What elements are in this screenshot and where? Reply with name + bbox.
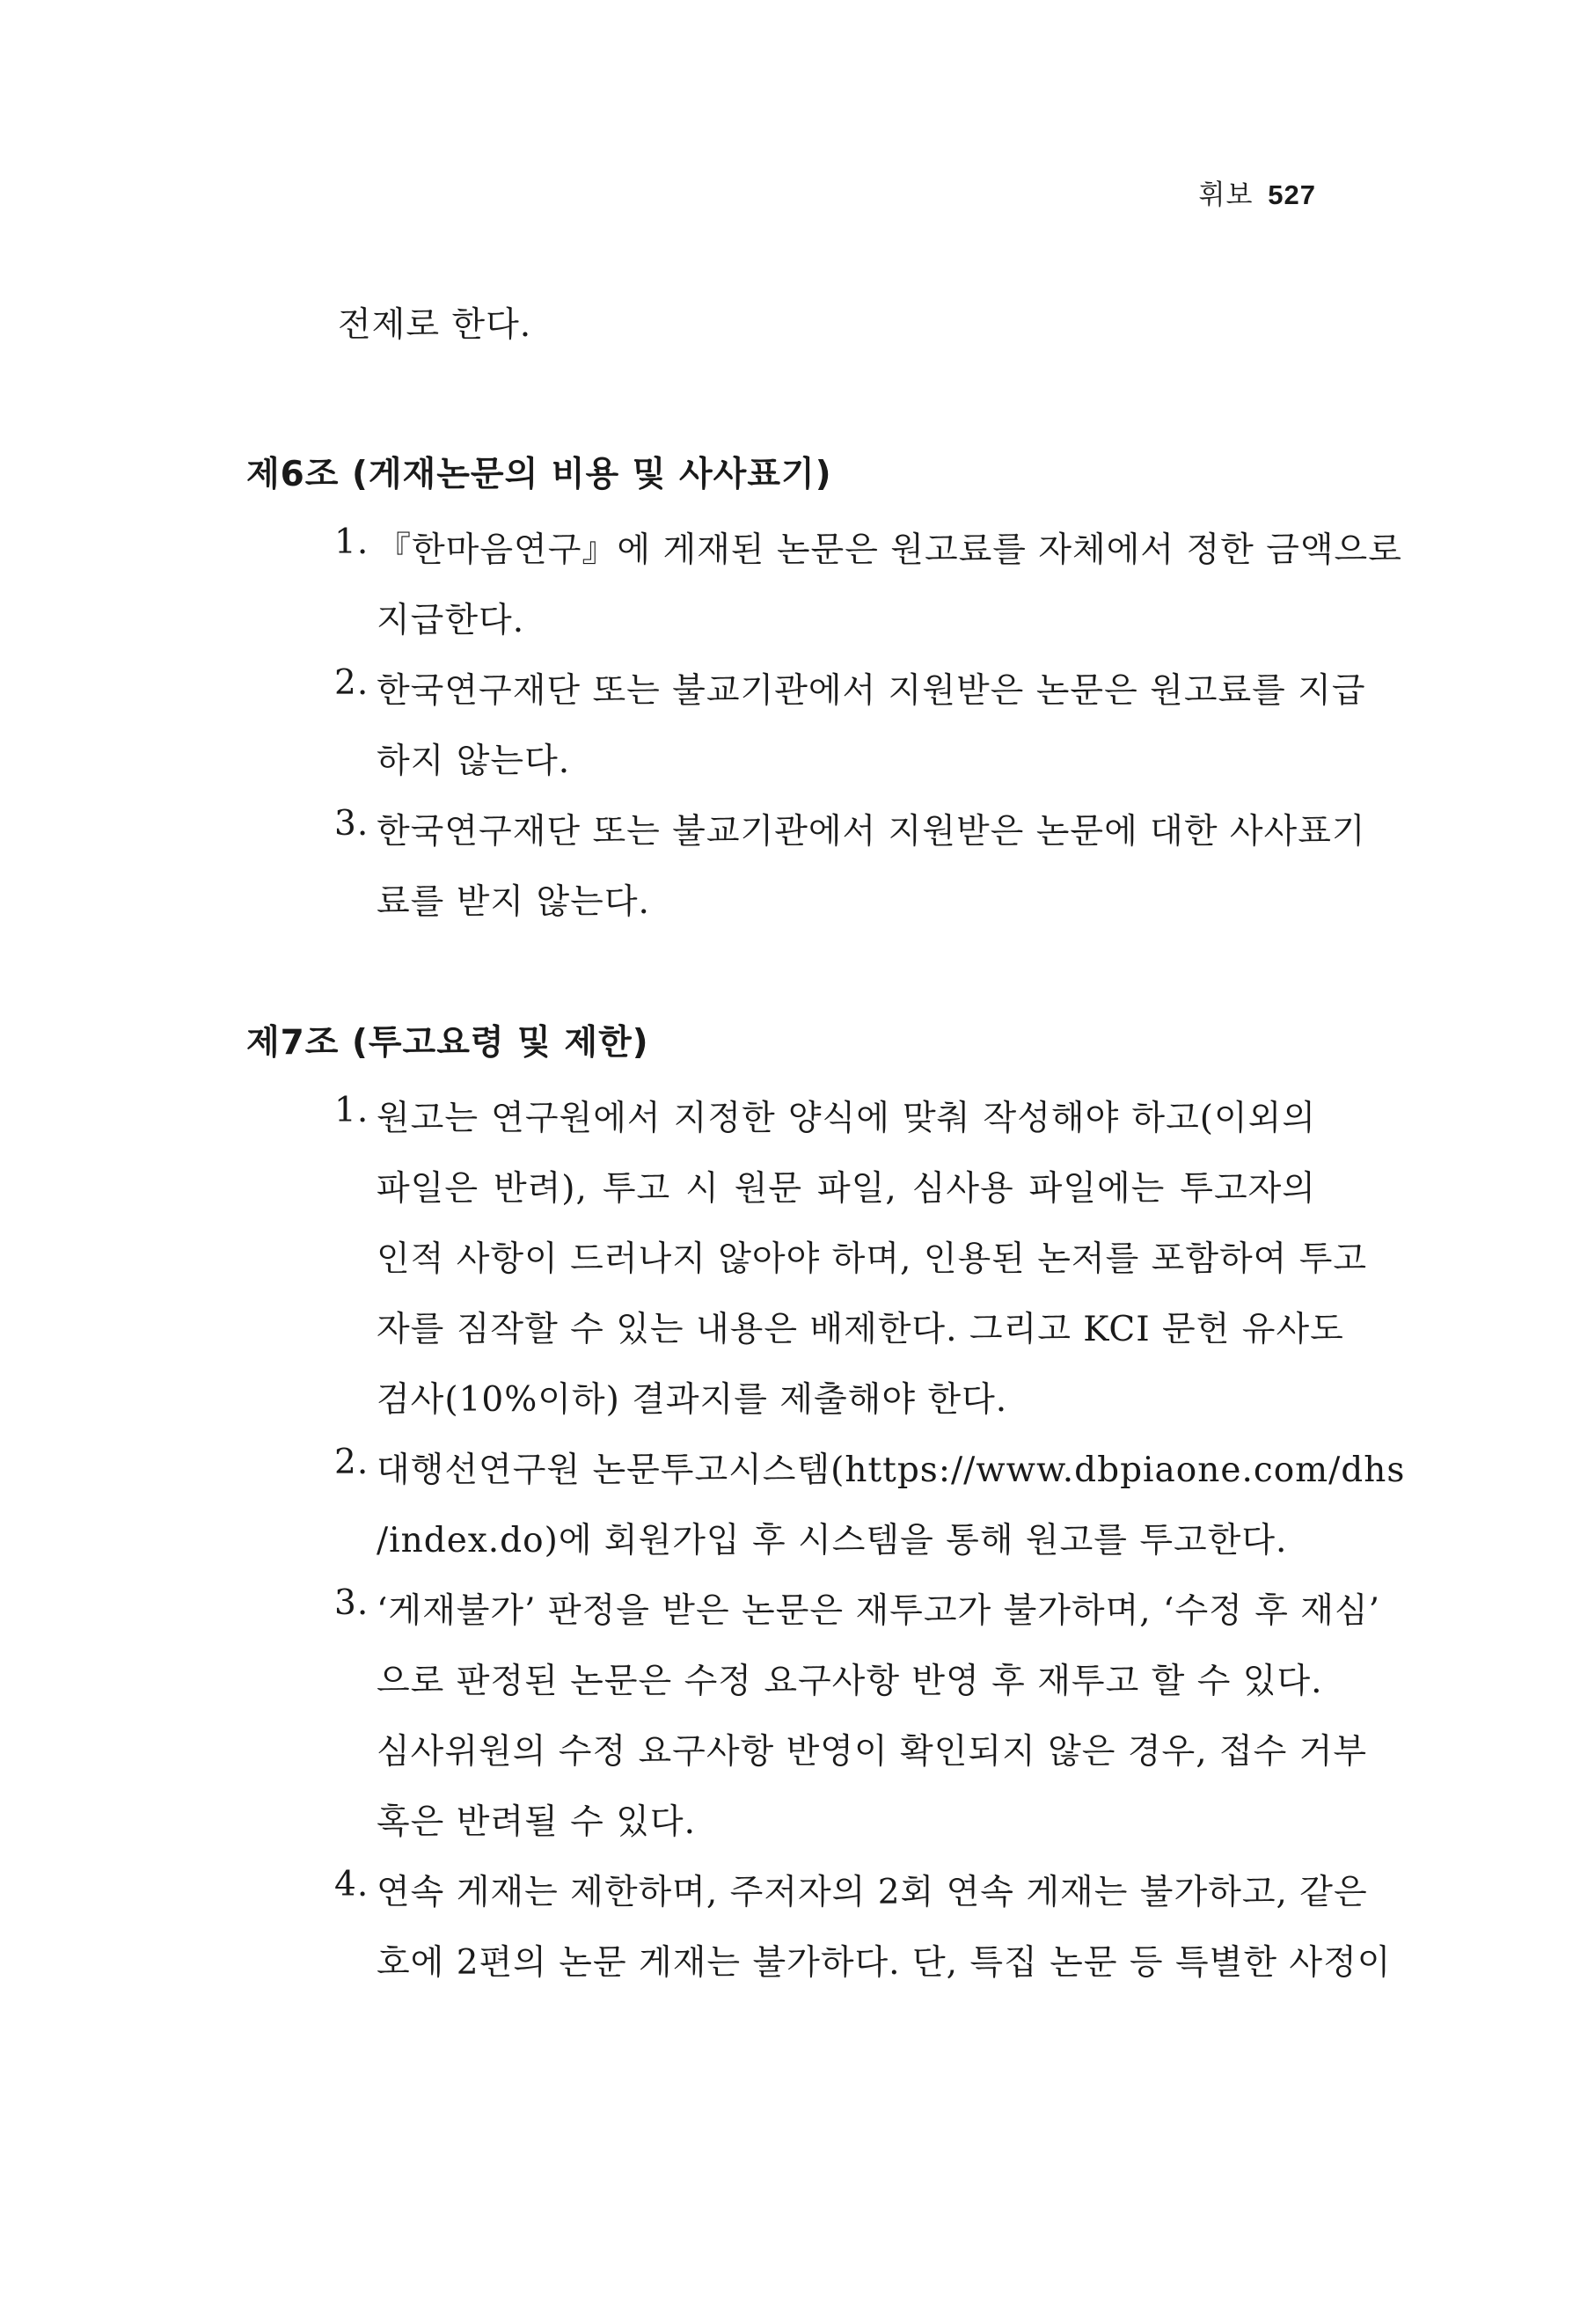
item-line: 한국연구재단 또는 불교기관에서 지원받은 논문은 원고료를 지급 [377,671,1366,711]
page-number: 527 [1268,179,1316,210]
item-number: 3. [334,804,369,844]
item-line: 료를 받지 않는다. [377,882,650,922]
item-number: 1. [334,1091,369,1130]
item-line: 자를 짐작할 수 있는 내용은 배제한다. 그리고 KCI 문헌 유사도 [377,1310,1344,1349]
item-line: 원고는 연구원에서 지정한 양식에 맞춰 작성해야 하고(이외의 [377,1099,1316,1138]
item-line: 혹은 반려될 수 있다. [377,1802,696,1842]
item-line: 으로 판정된 논문은 수정 요구사항 반영 후 재투고 할 수 있다. [377,1662,1323,1701]
running-head [1199,172,1317,212]
item-number: 3. [334,1583,369,1623]
item-number: 1. [334,523,369,562]
item-number: 4. [334,1865,369,1904]
item-number: 2. [334,1443,369,1482]
intro-line: 전제로 한다. [338,305,532,345]
item-line: /index.do)에 회원가입 후 시스템을 통해 원고를 투고한다. [377,1521,1288,1560]
item-line: 한국연구재단 또는 불교기관에서 지원받은 논문에 대한 사사표기 [377,812,1366,851]
item-number: 2. [334,663,369,703]
item-line: 대행선연구원 논문투고시스템(https://www.dbpiaone.com/dhs [377,1451,1406,1490]
item-line: 인적 사항이 드러나지 않아야 하며, 인용된 논저를 포함하여 투고 [377,1239,1368,1279]
item-line: 파일은 반려), 투고 시 원문 파일, 심사용 파일에는 투고자의 [377,1169,1316,1209]
article-6-heading: 제6조 (게재논문의 비용 및 사사표기) [246,455,832,494]
article-7-heading: 제7조 (투고요령 및 제한) [246,1023,649,1063]
item-line: 연속 게재는 제한하며, 주저자의 2회 연속 게재는 불가하고, 같은 [377,1873,1368,1912]
item-line: 지급한다. [377,601,525,640]
item-line: ‘게재불가’ 판정을 받은 논문은 재투고가 불가하며, ‘수정 후 재심’ [377,1591,1381,1631]
item-line: 호에 2편의 논문 게재는 불가하다. 단, 특집 논문 등 특별한 사정이 [377,1943,1392,1983]
running-head-label: 휘보 [1198,179,1254,211]
item-line: 검사(10%이하) 결과지를 제출해야 한다. [377,1380,1008,1420]
item-line: 『한마음연구』에 게재된 논문은 원고료를 자체에서 정한 금액으로 [377,530,1402,570]
item-line: 심사위원의 수정 요구사항 반영이 확인되지 않은 경우, 접수 거부 [377,1732,1368,1772]
item-line: 하지 않는다. [377,742,571,781]
